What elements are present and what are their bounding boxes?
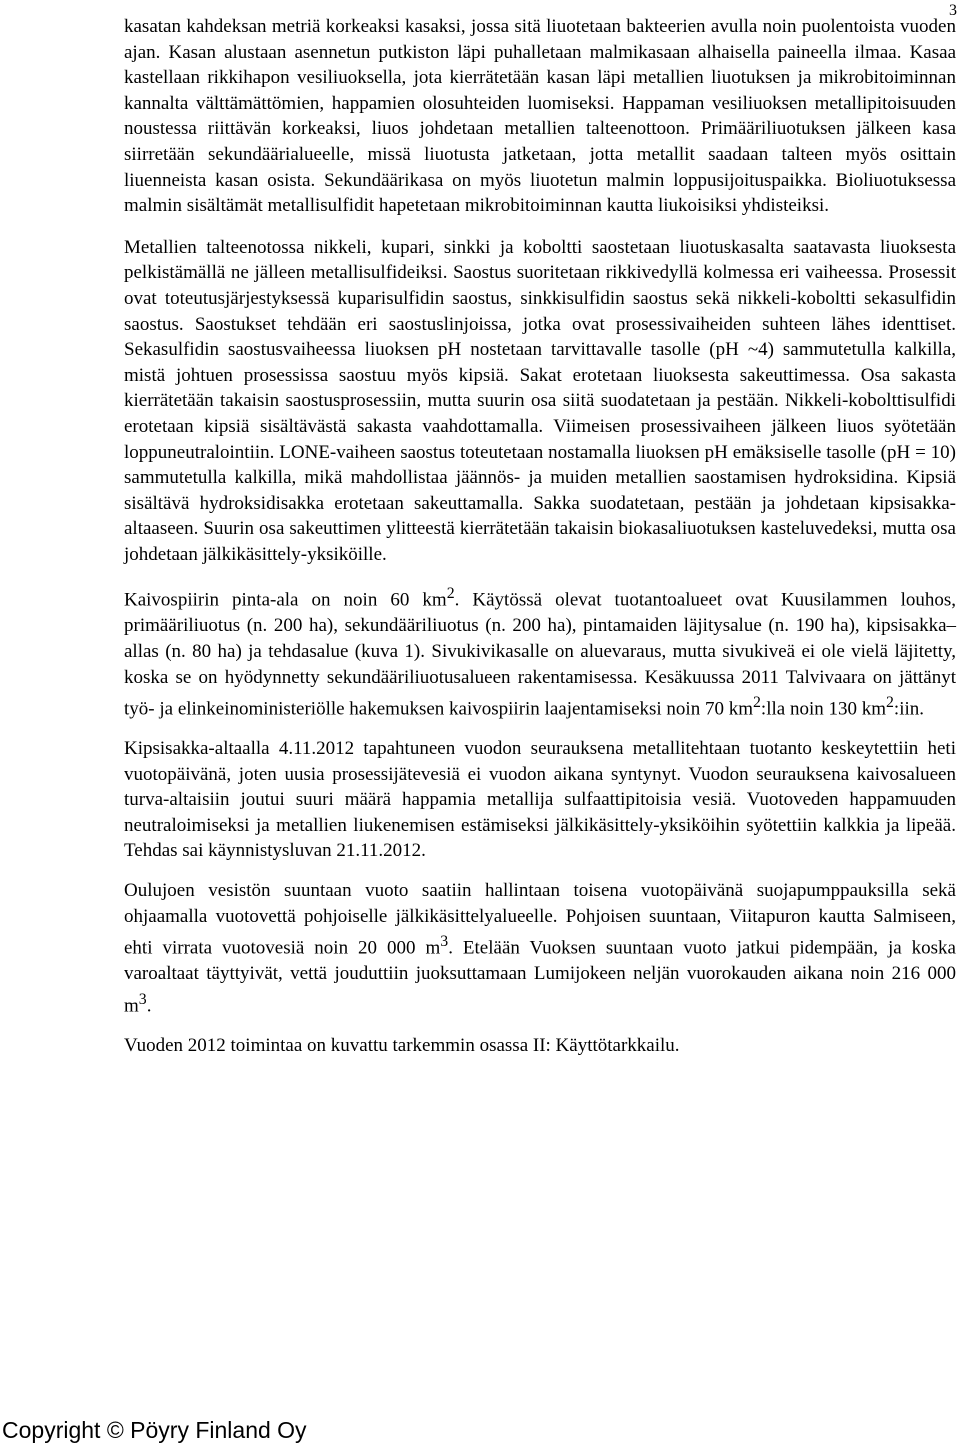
paragraph-text: . <box>146 995 152 1017</box>
paragraph-reference <box>124 1033 956 1059</box>
paragraph-text: Metallien talteenotossa nikkeli, kupari, sinkki ja koboltti saostetaan liuotuskasalta saatavasta liuoksesta pelkistämällä ne jälleen metallisulfideiksi. Saostus suoritetaan rikkivedyllä kolmessa eri vaiheessa. Prosessit ovat toteutusjärjestyksessä kuparisulfidin saostus, sinkkisulfidin saostus sekä nikkeli-koboltti sekasulfidin saostus. Saostukset tehdään eri saostuslinjoissa, jotka ovat prosessivaiheiden suhteen lähes identtiset. Sekasulfidin saostusvaiheessa liuoksen pH nostetaan tarvittavalle tasolle (pH ~4) sammutetulla kalkilla, mistä johtuen prosessissa saostuu myös kipsiä. Sakat erotetaan liuoksesta sakeuttimessa. Osa sakasta kierrätetään takaisin saostusprosessiin, mutta suurin osa siitä suodatetaan ja pestään. Nikkeli-kobolttisulfidi erotetaan kipsiä sisältävästä sakasta vaahdottamalla. Viimeisen prosessivaiheen jälkeen liuos syötetään loppuneutralointiin. LONE-vaiheen saostus toteutetaan nostamalla liuoksen pH emäksiselle tasolle (pH = 10) sammutetulla kalkilla, mikä mahdollistaa jäännös- ja muiden metallien saostamisen hydroksidina. Kipsiä sisältävä hydroksidisakka erotetaan sakeuttamalla. Sakka suodatetaan, pestään ja johdetaan kipsisakka-altaaseen. Suurin osa sakeuttimen ylitteestä kierrätetään takaisin biokasaliuotuksen kasteluvedeksi, mutta osa johdetaan jälkikäsittely-yksiköille. <box>124 236 956 565</box>
superscript: 2 <box>446 585 455 603</box>
paragraph-text: Kaivospiirin pinta-ala on noin 60 km <box>124 589 447 611</box>
paragraph-text: . Etelään Vuoksen suuntaan vuoto jatkui pidempään, ja koska varoaltaat täyttyivät, vettä jouduttiin juoksuttamaan Lumijokeen neljän vuorokauden aikana noin 216 000 m <box>124 937 956 1017</box>
paragraph-text: Vuoden 2012 toimintaa on kuvattu tarkemmin osassa II: Käyttötarkkailu. <box>124 1034 680 1056</box>
paragraph-text: . Käytössä olevat tuotantoalueet ovat Kuusilammen louhos, primääriliuotus (n. 200 ha), sekundääriliuotus (n. 200 ha), pintamaiden läjitysalue (n. 190 ha), kipsisakka–allas (n. 80 ha) ja tehdasalue (kuva 1). Sivukivikasalle on aluevaraus, mutta sivukiveä ei ole vielä läjitetty, koska se on hyödynnetty sekundääriliuotusalueen rakentamisessa. Kesäkuussa 2011 Talvivaara on jättänyt työ- ja elinkeinoministeriölle hakemuksen kaivospiirin laajentamiseksi noin 70 km <box>124 589 956 720</box>
footer-copyright: Copyright © Pöyry Finland Oy <box>2 1417 307 1443</box>
paragraph-leak-directions <box>124 878 956 1019</box>
paragraph-text: Kipsisakka-altaalla 4.11.2012 tapahtuneen vuodon seurauksena metallitehtaan tuotanto keskeytettiin heti vuotopäivänä, joten uusia prosessijätevesiä ei vuodon aikana syntynyt. Vuodon seurauksena kaivosalueen turva-altaisiin joutui suuri määrä happamia metallija sulfaattipitoisia vesiä. Vuotoveden happamuuden neutraloimiseksi ja metallien liukenemisen estämiseksi jälkikäsittely-yksiköihin syötettiin kalkkia ja lipeää. Tehdas sai käynnistysluvan 21.11.2012. <box>124 738 956 862</box>
paragraph-text: kasatan kahdeksan metriä korkeaksi kasaksi, jossa sitä liuotetaan bakteerien avulla noin puolentoista vuoden ajan. Kasan alustaan asennetun putkiston läpi puhalletaan malmikasaan alhaisella paineella ilmaa. Kasaa kastellaan rikkihapon vesiliuoksella, jota kierrätetään kasan läpi metallien liuotuksen ja mikrobitoiminnan kannalta välttämättömien, happamien olosuhteiden luomiseksi. Happaman vesiliuoksen metallipitoisuuden noustessa riittävän korkeaksi, liuos johdetaan metallien talteenottoon. Primääriliuotuksen jälkeen kasa siirretään sekundäärialueelle, missä liuotusta jatketaan, jotta metallit saadaan talteen myös osittain liuenneista kasan osista. Sekundäärikasa on myös liuotetun malmin loppusijoituspaikka. Bioliuotuksessa malmin sisältämät metallisulfidit hapetetaan mikrobitoiminnan kautta liukoisiksi yhdisteiksi. <box>124 16 956 217</box>
paragraph-text: :lla noin 130 km <box>760 698 886 720</box>
superscript: 3 <box>440 933 449 951</box>
page-number: 3 <box>949 2 957 19</box>
paragraph-metal-recovery <box>124 235 956 568</box>
paragraph-gypsum-pond-leak <box>124 736 956 864</box>
paragraph-bioleaching <box>124 14 956 219</box>
paragraph-mining-area <box>124 581 956 722</box>
superscript: 2 <box>886 694 894 712</box>
paragraph-text: Oulujoen vesistön suuntaan vuoto saatiin hallintaan toisena vuotopäivänä suojapumppauksilla sekä ohjaamalla vuotovettä pohjoiselle jälkikäsittelyalueelle. Pohjoisen suuntaan, Viitapuron kautta Salmiseen, ehti virrata vuotovesiä noin 20 000 m <box>124 880 956 959</box>
document-body <box>124 14 956 1072</box>
paragraph-text: :iin. <box>893 698 925 720</box>
superscript: 2 <box>753 694 761 712</box>
superscript: 3 <box>138 990 147 1008</box>
